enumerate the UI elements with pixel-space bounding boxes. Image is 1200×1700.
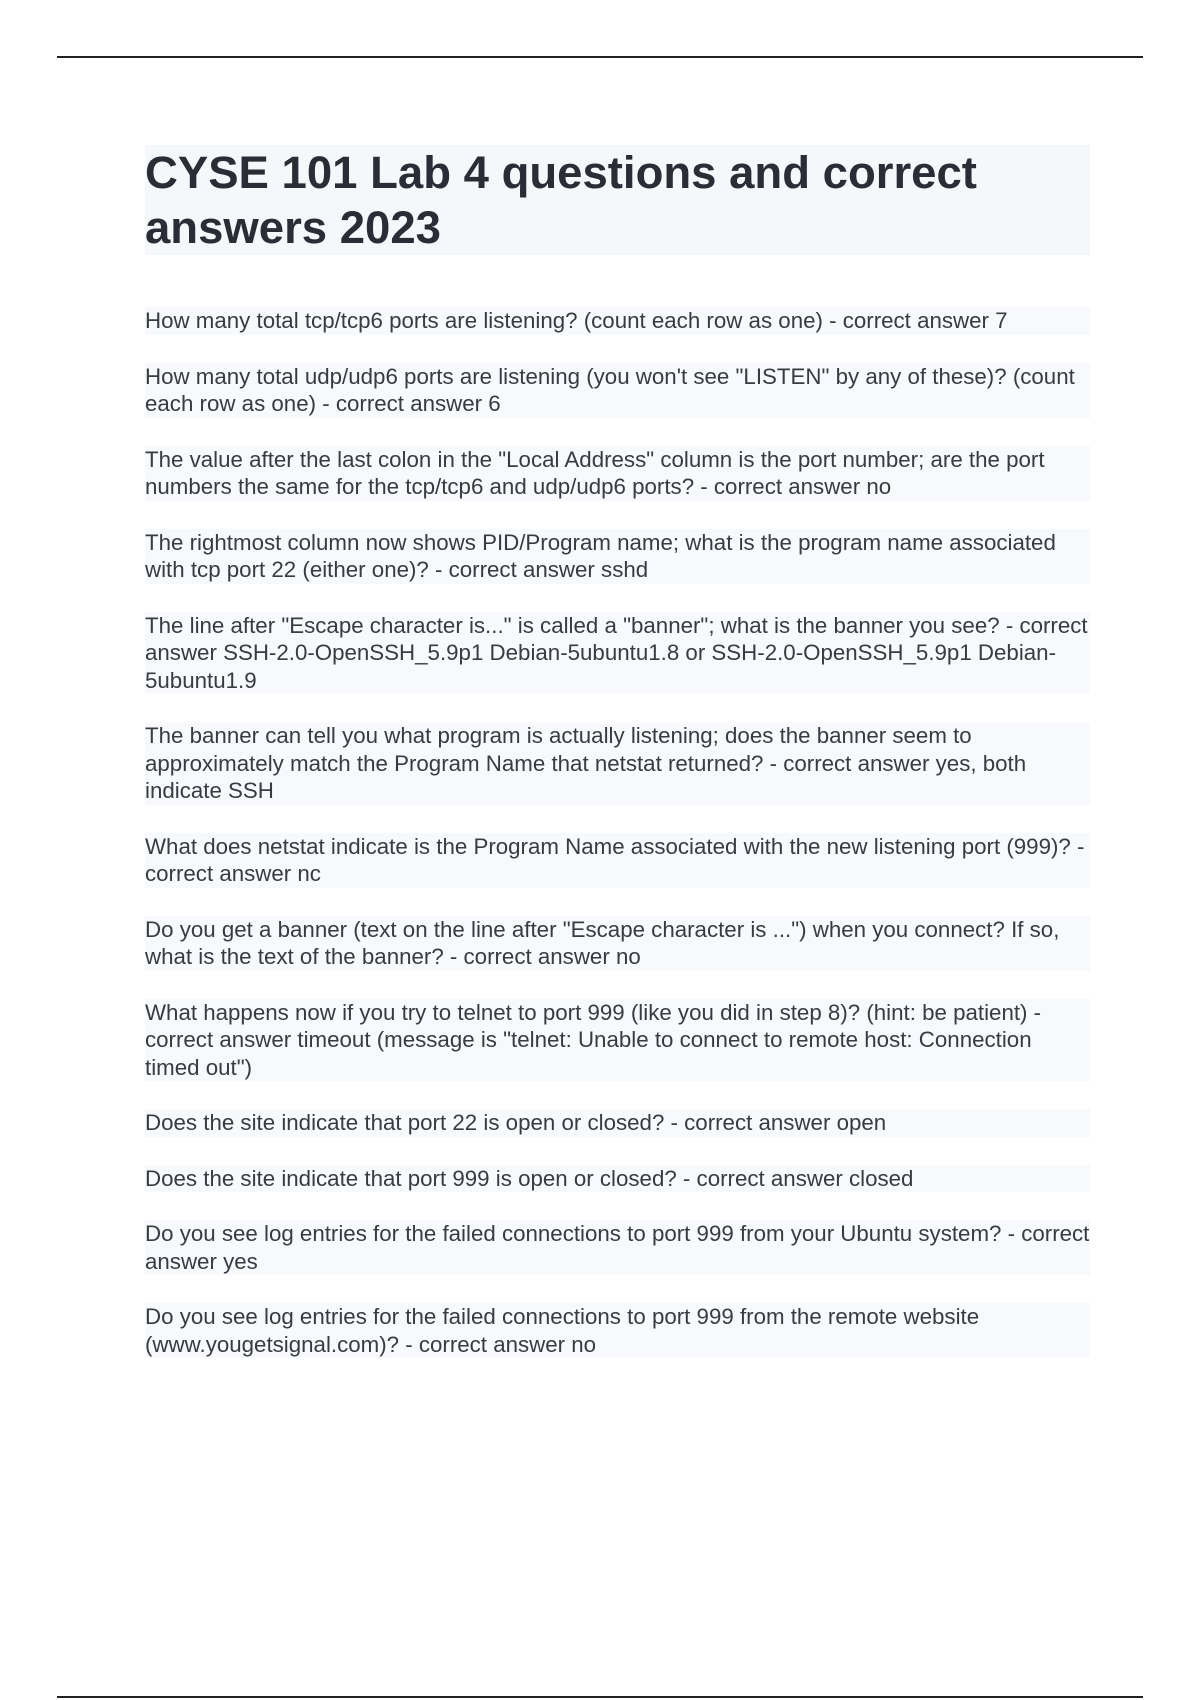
bottom-rule: [57, 1696, 1143, 1698]
qa-item: Do you get a banner (text on the line after "Escape character is ...") when you connect? If so, what is the text of the banner? - correct answer no: [145, 916, 1090, 971]
qa-item: Do you see log entries for the failed connections to port 999 from the remote website (www.yougetsignal.com)? - correct answer no: [145, 1303, 1090, 1358]
qa-item: The value after the last colon in the "Local Address" column is the port number; are the port numbers the same for the tcp/tcp6 and udp/udp6 ports? - correct answer no: [145, 446, 1090, 501]
top-rule: [57, 56, 1143, 58]
title-block: [145, 145, 1090, 255]
qa-list: [145, 307, 1090, 1358]
qa-item: What happens now if you try to telnet to port 999 (like you did in step 8)? (hint: be patient) - correct answer timeout (message is "telnet: Unable to connect to remote host: Connection timed out"): [145, 999, 1090, 1082]
document-title: CYSE 101 Lab 4 questions and correct answers 2023: [145, 147, 977, 253]
qa-item: How many total tcp/tcp6 ports are listening? (count each row as one) - correct answer 7: [145, 307, 1090, 335]
qa-item: What does netstat indicate is the Program Name associated with the new listening port (999)? - correct answer nc: [145, 833, 1090, 888]
qa-item: The rightmost column now shows PID/Program name; what is the program name associated with tcp port 22 (either one)? - correct answer sshd: [145, 529, 1090, 584]
qa-item: How many total udp/udp6 ports are listening (you won't see "LISTEN" by any of these)? (count each row as one) - correct answer 6: [145, 363, 1090, 418]
qa-item: The line after "Escape character is..." is called a "banner"; what is the banner you see? - correct answer SSH-2.0-OpenSSH_5.9p1 Debian-5ubuntu1.8 or SSH-2.0-OpenSSH_5.9p1 Debian-5ubuntu1.9: [145, 612, 1090, 695]
qa-item: Do you see log entries for the failed connections to port 999 from your Ubuntu system? - correct answer yes: [145, 1221, 1090, 1274]
qa-item: The banner can tell you what program is actually listening; does the banner seem to approximately match the Program Name that netstat returned? - correct answer yes, both indicate SSH: [145, 722, 1090, 805]
qa-item: Does the site indicate that port 22 is open or closed? - correct answer open: [145, 1109, 1090, 1137]
document-body: [145, 145, 1090, 1386]
qa-item: Does the site indicate that port 999 is open or closed? - correct answer closed: [145, 1165, 1090, 1193]
